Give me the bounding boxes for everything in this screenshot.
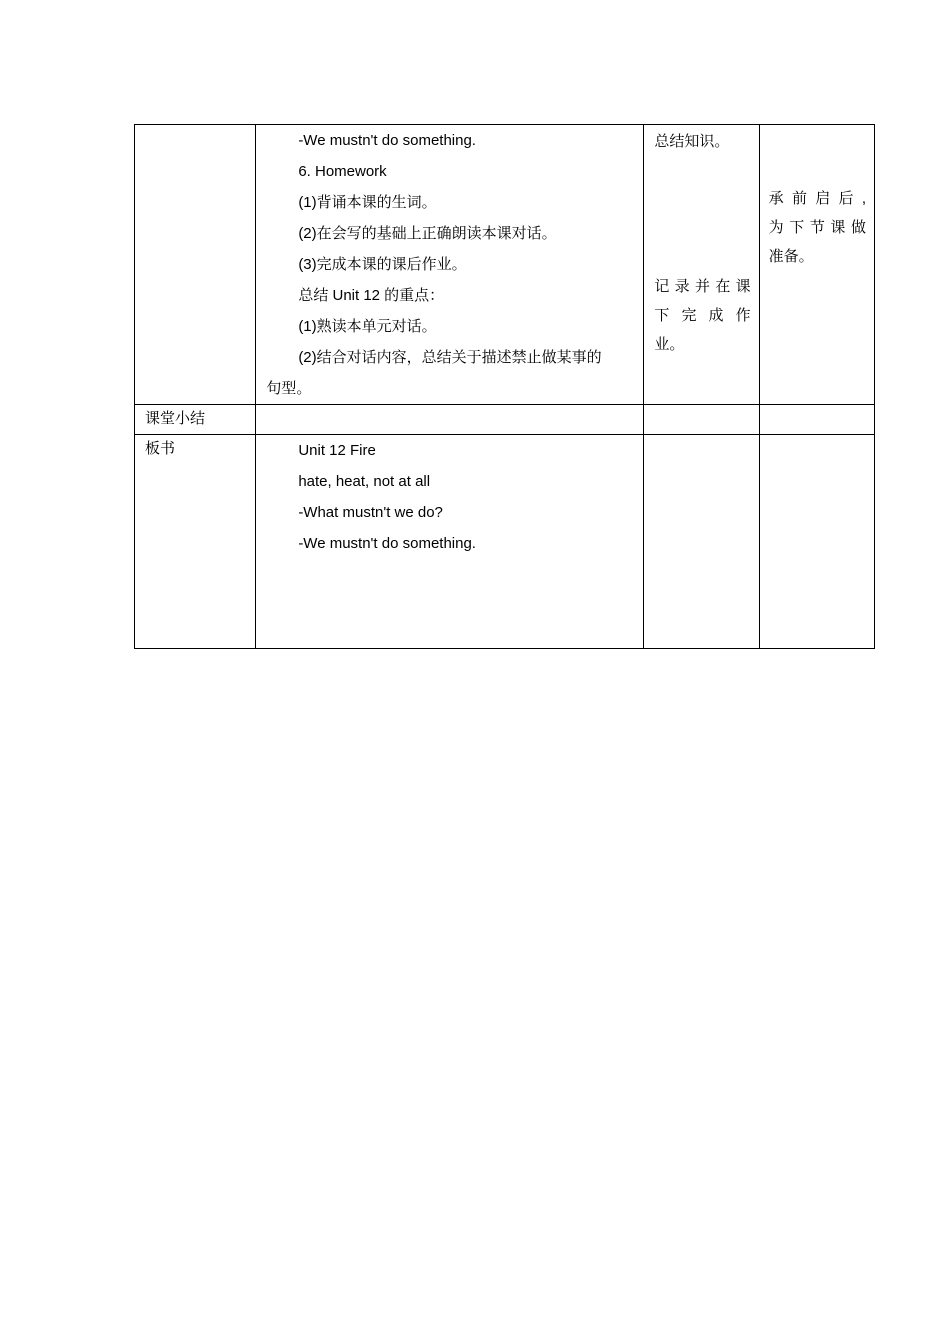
board-line: hate, heat, not at all [298, 473, 431, 490]
summary-content-cell [256, 405, 644, 435]
content-line: 6. Homework [298, 163, 387, 180]
board-label-cell [135, 435, 256, 649]
teaching-content-cell [256, 125, 644, 405]
board-student-cell [644, 435, 759, 649]
summary-label-cell [135, 405, 256, 435]
student-activity-line: 下 完 成 作 [654, 307, 751, 324]
step-label-cell [135, 125, 256, 405]
summary-student-cell [644, 405, 759, 435]
student-activity-line: 记 录 并 在 课 [654, 278, 751, 295]
board-line: -What mustn't we do? [298, 504, 443, 521]
design-intent-cell [759, 125, 874, 405]
content-line: 句型。 [266, 380, 312, 397]
content-line: (1)背诵本课的生词。 [298, 194, 437, 211]
board-line: Unit 12 Fire [298, 442, 376, 459]
design-intent-line: 准备。 [768, 248, 814, 265]
table-row [135, 435, 875, 649]
student-activity-line: 业。 [654, 336, 685, 353]
content-line: (1)熟读本单元对话。 [298, 318, 437, 335]
summary-label: 课堂小结 [145, 410, 206, 427]
content-line: 总结 Unit 12 的重点： [298, 287, 445, 304]
content-line: (3)完成本课的课后作业。 [298, 256, 467, 273]
board-content-cell [256, 435, 644, 649]
content-line: (2)结合对话内容，总结关于描述禁止做某事的 [298, 349, 602, 366]
table-row [135, 125, 875, 405]
design-intent-line: 为 下 节 课 做 [768, 219, 866, 236]
board-line: -We mustn't do something. [298, 535, 476, 552]
student-activity-cell [644, 125, 759, 405]
content-line: (2)在会写的基础上正确朗读本课对话。 [298, 225, 557, 242]
design-intent-line: 承 前 启 后 , [768, 190, 866, 207]
student-activity-summary: 总结知识。 [654, 133, 730, 150]
table-row [135, 405, 875, 435]
board-intent-cell [759, 435, 874, 649]
lesson-plan-table [134, 124, 875, 649]
summary-intent-cell [759, 405, 874, 435]
board-label: 板书 [145, 440, 176, 457]
content-line: -We mustn't do something. [298, 132, 476, 149]
